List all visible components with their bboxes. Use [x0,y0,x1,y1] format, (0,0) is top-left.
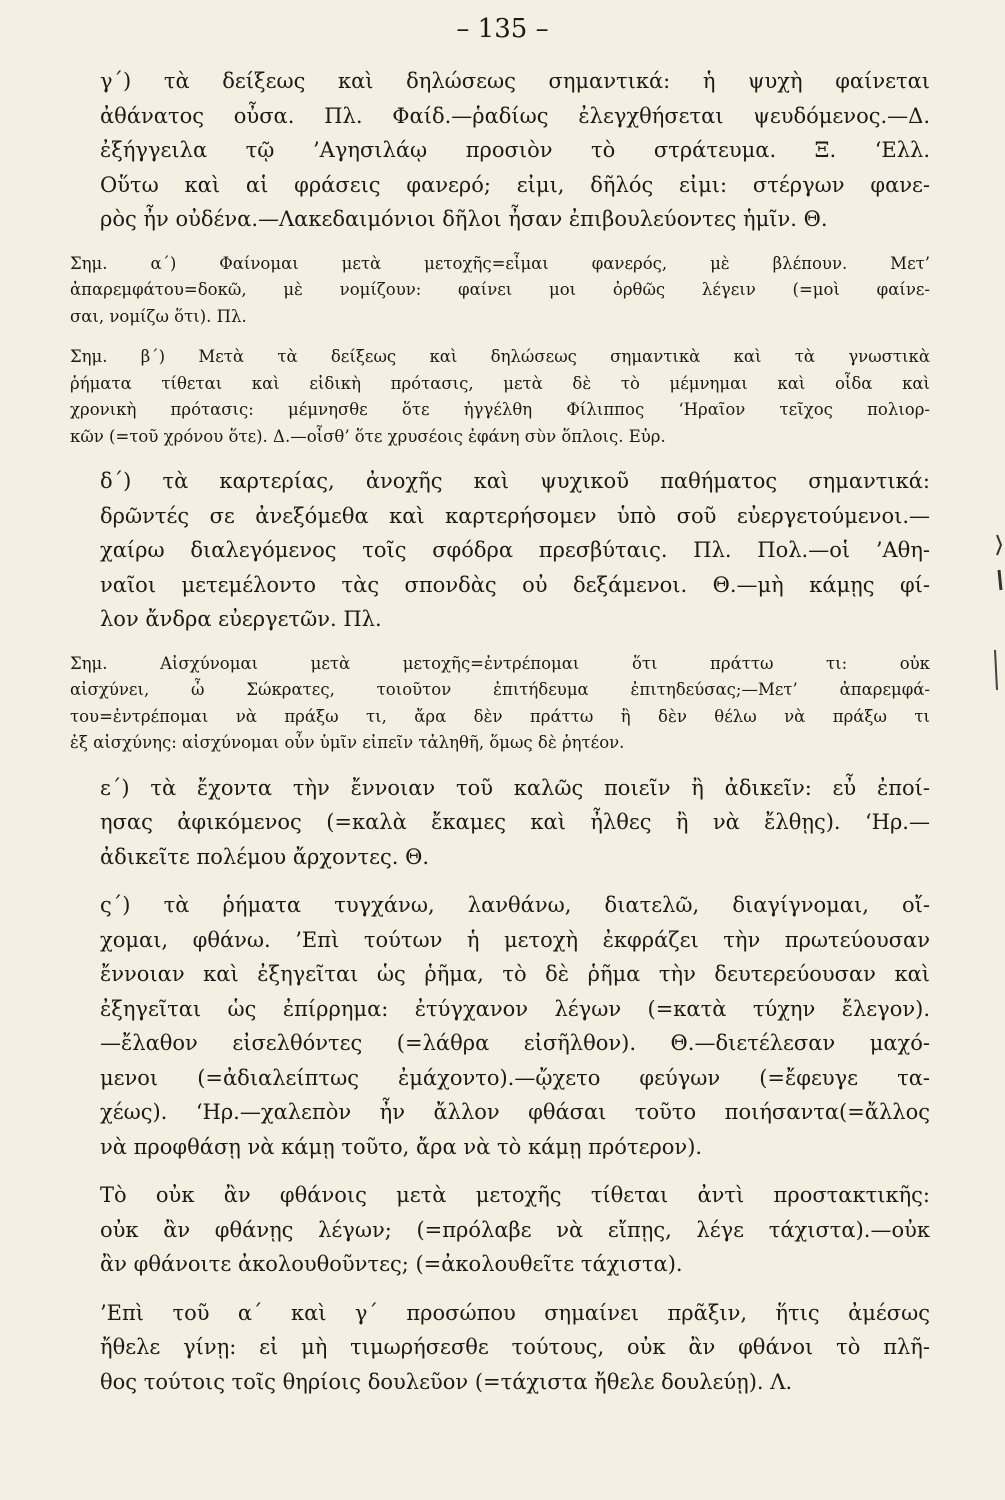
scan-mark [999,570,1001,590]
text-line: ἐξήγγειλα τῷ ’Αγησιλάῳ προσιὸν τὸ στράτευμα. Ξ. ‘Ελλ. [100,138,930,162]
text-line: ἀδικεῖτε πολέμου ἄρχοντες. Θ. [100,844,429,869]
text-line: ἐξ αἰσχύνης: αἰσχύνομαι οὖν ὑμῖν εἰπεῖν τἀληθῆ, ὅμως δὲ ῥητέον. [70,733,625,752]
text-line: χομαι, φθάνω. ’Επὶ τούτων ἡ μετοχὴ ἐκφράζει τὴν πρωτεύουσαν [100,927,930,952]
scan-mark [997,535,1001,555]
scan-edge-marks [985,0,1005,1500]
text-line: Σημ. α΄) Φαίνομαι μετὰ μετοχῆς=εἶμαι φανερός, μὲ βλέπουν. Μετ’ [70,253,930,273]
text-line: νὰ προφθάσῃ νὰ κάμῃ τοῦτο, ἄρα νὰ τὸ κάμῃ πρότερον). [100,1134,703,1159]
note-paragraph [70,251,930,331]
text-line: ναῖοι μετεμέλοντο τὰς σπονδὰς οὐ δεξάμενοι. Θ.—μὴ κάμῃς φί- [100,572,930,597]
text-line: χέως). ‘Ηρ.—χαλεπὸν ἦν ἄλλον φθάσαι τοῦτο ποιήσαντα(=ἄλλος [100,1100,930,1124]
text-line: ἔννοιαν καὶ ἐξηγεῖται ὡς ῥῆμα, τὸ δὲ ῥῆμα τὴν δευτερεύουσαν καὶ [100,962,930,986]
text-line: κῶν (=τοῦ χρόνου ὅτε). Δ.—οἶσθ’ ὅτε χρυσέοις ἐφάνη σὺν ὅπλοις. Εὐρ. [70,426,666,446]
text-line: δρῶντές σε ἀνεξόμεθα καὶ καρτερήσομεν ὑπὸ σοῦ εὐεργετούμενοι.— [100,503,930,528]
text-line: ε΄) τὰ ἔχοντα τὴν ἔννοιαν τοῦ καλῶς ποιεῖν ἢ ἀδικεῖν: εὖ ἐποί- [100,775,930,800]
page-number: – 135 – [456,14,549,44]
text-line: Οὕτω καὶ αἱ φράσεις φανερό; εἰμι, δῆλός εἰμι: στέργων φανε- [100,172,930,197]
text-line: ἐξηγεῖται ὡς ἐπίρρημα: ἐτύγχανον λέγων (=κατὰ τύχην ἔλεγον). [100,996,930,1021]
text-line: ἀπαρεμφάτου=δοκῶ, μὲ νομίζουν: φαίνει μοι ὀρθῶς λέγειν (=μοὶ φαίνε- [70,280,930,299]
text-line: του=ἐντρέπομαι νὰ πράξω τι, ἄρα δὲν πράττω ἢ δὲν θέλω νὰ πράξω τι [70,706,930,726]
text-line: Σημ. Αἰσχύνομαι μετὰ μετοχῆς=ἐντρέπομαι ὅτι πράττω τι: οὐκ [70,653,930,673]
text-line: χαίρω διαλεγόμενος τοῖς σφόδρα πρεσβύταις. Πλ. Πολ.—οἱ ’Αθη- [100,538,930,562]
text-line: ἂν φθάνοιτε ἀκολουθοῦντες; (=ἀκολουθεῖτε τάχιστα). [100,1252,683,1276]
text-line: Τὸ οὐκ ἂν φθάνοις μετὰ μετοχῆς τίθεται ἀντὶ προστακτικῆς: [100,1183,930,1207]
text-line: ησας ἀφικόμενος (=καλὰ ἔκαμες καὶ ἦλθες ἢ νὰ ἔλθῃς). ‘Ηρ.— [100,810,930,834]
text-line: λον ἄνδρα εὐεργετῶν. Πλ. [100,607,382,631]
text-line: δ΄) τὰ καρτερίας, ἀνοχῆς καὶ ψυχικοῦ παθήματος σημαντικά: [100,469,930,493]
main-paragraph [70,64,930,237]
text-line: ς΄) τὰ ῥήματα τυγχάνω, λανθάνω, διατελῶ, διαγίγνομαι, οἴ- [100,893,930,917]
text-line: ἤθελε γίνῃ: εἰ μὴ τιμωρήσεσθε τούτους, οὐκ ἂν φθάνοι τὸ πλῆ- [100,1335,930,1359]
main-paragraph [70,464,930,637]
text-line: χρονικὴ πρότασις: μέμνησθε ὅτε ἠγγέλθη Φίλιππος ‘Ηραῖον τεῖχος πολιορ- [70,400,930,419]
main-paragraph [70,888,930,1164]
text-line: μενοι (=ἀδιαλείπτως ἐμάχοντο).—ᾤχετο φεύγων (=ἔφευγε τα- [100,1065,930,1090]
text-line: Σημ. β΄) Μετὰ τὰ δείξεως καὶ δηλώσεως σημαντικὰ καὶ τὰ γνωστικὰ [70,347,930,366]
page-body [70,64,930,1413]
text-line: —ἔλαθον εἰσελθόντες (=λάθρα εἰσῆλθον). Θ.—διετέλεσαν μαχό- [100,1031,930,1055]
text-line: ρὸς ἦν οὐδένα.—Λακεδαιμόνιοι δῆλοι ἦσαν ἐπιβουλεύοντες ἡμῖν. Θ. [100,207,828,231]
text-line: θος τούτοις τοῖς θηρίοις δουλεῦον (=τάχιστα ἤθελε δουλεύῃ). Λ. [100,1369,793,1394]
text-line: ’Επὶ τοῦ α΄ καὶ γ΄ προσώπου σημαίνει πρᾶξιν, ἥτις ἀμέσως [100,1300,930,1325]
note-paragraph [70,651,930,757]
main-paragraph [70,1178,930,1282]
main-paragraph [70,771,930,875]
note-paragraph [70,344,930,450]
main-paragraph [70,1296,930,1400]
scan-mark [995,650,997,690]
text-line: αἰσχύνει, ὦ Σώκρατες, τοιοῦτον ἐπιτήδευμα ἐπιτηδεύσας;—Μετ’ ἀπαρεμφά- [70,680,930,699]
text-line: ῥήματα τίθεται καὶ εἰδικὴ πρότασις, μετὰ δὲ τὸ μέμνημαι καὶ οἶδα καὶ [70,373,930,393]
text-line: οὐκ ἂν φθάνῃς λέγων; (=πρόλαβε νὰ εἴπῃς, λέγε τάχιστα).—οὐκ [100,1217,930,1242]
text-line: γ΄) τὰ δείξεως καὶ δηλώσεως σημαντικά: ἡ ψυχὴ φαίνεται [100,69,930,93]
text-line: ἀθάνατος οὖσα. Πλ. Φαίδ.—ῥαδίως ἐλεγχθήσεται ψευδόμενος.—Δ. [100,103,930,128]
text-line: σαι, νομίζω ὅτι). Πλ. [70,306,247,326]
